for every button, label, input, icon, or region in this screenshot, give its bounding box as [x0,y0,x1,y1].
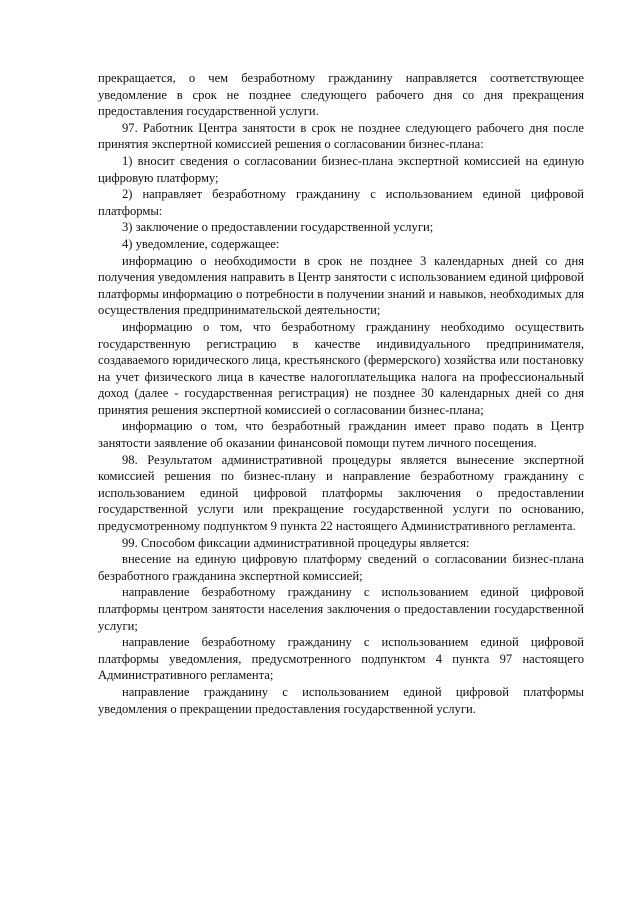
paragraph-fixation-conclusion: направление безработному гражданину с использованием единой цифровой платформы центром занятости населения заключения о предоставлении государственной услуги; [98,585,584,633]
paragraph-info-financial-aid: информацию о том, что безработный гражданин имеет право подать в Центр занятости заявление об оказании финансовой помощи путем личного посещения. [98,419,584,451]
paragraph-fixation-termination: направление гражданину с использованием единой цифровой платформы уведомления о прекращении предоставления государственной услуги. [98,684,584,716]
paragraph-info-training: информацию о необходимости в срок не позднее 3 календарных дней со дня получения уведомления направить в Центр занятости с использованием единой цифровой платформы информацию о потребности в получении знаний и навыков, необходимых для осуществления предпринимательской деятельности; [98,253,584,318]
paragraph-continuation: прекращается, о чем безработному гражданину направляется соответствующее уведомление в срок не позднее следующего рабочего дня со дня прекращения предоставления государственной услуги. [98,71,584,119]
paragraph-info-registration: информацию о том, что безработному гражданину необходимо осуществить государственную регистрацию в качестве индивидуального предпринимателя, создаваемого юридического лица, крестьянского (фермерского) хозяйства или постановку на учет физического лица в качестве налогоплательщика налога на профессиональный доход (далее - государственная регистрация) не позднее 30 календарных дней со дня принятия решения экспертной комиссией о согласовании бизнес-плана; [98,319,584,417]
paragraph-item-97-2: 2) направляет безработному гражданину с использованием единой цифровой платформы: [98,187,584,218]
paragraph-item-97-3: 3) заключение о предоставлении государственной услуги; [122,220,434,235]
paragraph-item-98: 98. Результатом административной процедуры является вынесение экспертной комиссией решения по бизнес-плану и направление безработному гражданину с использованием единой цифровой платформы заключения о предоставлении государственной услуги или прекращение государственной услуги по основанию, предусмотренному подпунктом 9 пункта 22 настоящего Административного регламента. [98,452,584,534]
paragraph-item-97-1: 1) вносит сведения о согласовании бизнес-плана экспертной комиссией на единую цифровую платформу; [98,153,584,185]
paragraph-item-97: 97. Работник Центра занятости в срок не позднее следующего рабочего дня после принятия экспертной комиссией решения о согласовании бизнес-плана: [98,120,584,152]
document-page [98,70,584,717]
paragraph-item-97-4: 4) уведомление, содержащее: [122,236,280,251]
paragraph-item-99: 99. Способом фиксации административной процедуры является: [122,535,470,550]
paragraph-fixation-notification: направление безработному гражданину с использованием единой цифровой платформы уведомления, предусмотренного подпунктом 4 пункта 97 настоящего Административного регламента; [98,635,584,683]
paragraph-fixation-entry: внесение на единую цифровую платформу сведений о согласовании бизнес-плана безработного гражданина экспертной комиссией; [98,552,584,583]
